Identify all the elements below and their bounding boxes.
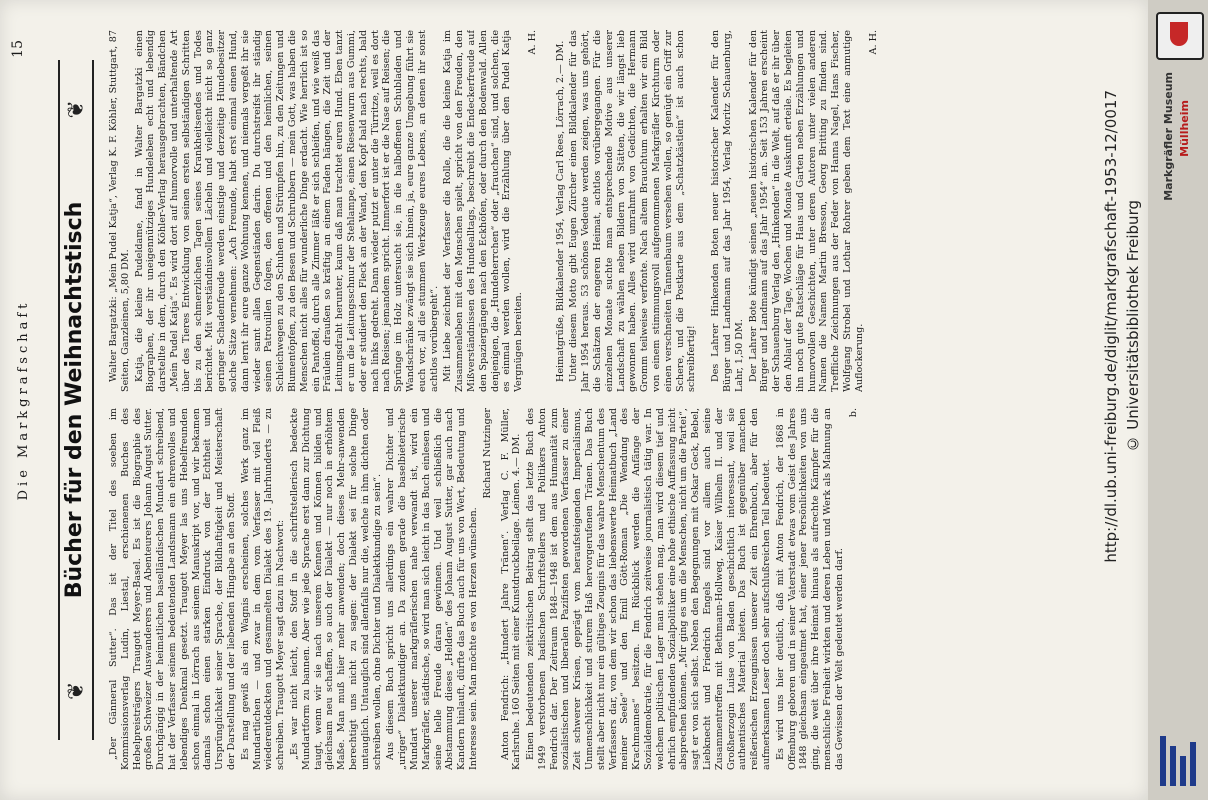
article-paragraph: Heimatgrüße, Bildkalender 1954, Verlag Carl Rees, Lörrach, 2.— DM.: [554, 40, 566, 382]
article-paragraph: Aus diesem Buch spricht uns allerdings ein wahrer Dichter und „uriger“ Dialektkundiger an. Da zudem gerade die baselbieterische Mundart unserer markgräflerischen nahe verwandt ist, wird ein Markgräfler, städtische, so wird man sich leicht in das Buch einlesen und seine helle Freude daran gewinnen. Und weil schließlich die Abstammung dieses „Helden“ des Johann August Sutter, gar auch nach Kandern hinlauft, dürfte das Buch auch für uns von Wert, Bedeutung und Interesse sein. Man möchte es von Herzen wünschen.: [385, 408, 479, 770]
shield-icon: [1170, 22, 1188, 46]
info-strip: [1148, 0, 1208, 800]
paragraph-gap: [545, 30, 555, 392]
article-paragraph: Anton Fendrich: „Hundert Jahre Tränen“. Verlag C. F. Müller, Karlsruhe. 160 Seiten mit einer Kunstdruckbeilage. Leinen. 4.— DM.: [499, 408, 523, 770]
article-column-right: [108, 30, 1128, 392]
leaf-ornament-icon: ❦: [64, 681, 89, 700]
article-paragraph: Einen bedeutenden zeitkritischen Beitrag stellt das letzte Buch des 1949 verstorbenen badischen Schriftstellers und Politikers Anton Fendrich dar. Der Zeitraum 1848—1948 ist dem aus Humanität zum sozialistischen und liberalen Pazifisten gewordenen Verfasser zu einer Zeit schwerer Krisen, geprägt vom heraufsteigenden Imperialismus, Unmenschlichkeit und sturem Haß hervorgerufenen Tränen. Das Buch stellt aber nicht nur ein gültiges Zeugnis für das wahre Menschentum des Verfassers dar, von dem wir schon das liebenswerte Heimatbuch „Land meiner Seele“ und den Emil Gött-Roman „Die Wendung des Krachmannes“ besitzen. Im Rückblick werden die Anfänge der Sozialdemokratie, für die Fendrich zeitweise journalistisch tätig war. In welchem politischen Lager man stehen mag, man wird diesem tief und ehrlich empfindenden Sozialpolitiker eine hohe ethische Auffassung nicht absprechen können. „Mir ging es um die Menschen, nicht um die Partei“, sagt er von sich selbst. Neben den Begegnungen mit Oskar Geck, Bebel, Liebknecht und Friedrich Engels sind vor allem auch seine Zusammentreffen mit Bethmann-Hollweg, Kaiser Wilhelm II. und der Großherzogin Luise von Baden geschichtlich interessant, weil sie authentisches Material bieten. Das Buch ist gegenüber manchen reißerischen Erzeugnissen unserer Zeit ein Ehrenbuch, aber für den aufmerksamen Leser doch sehr aufschlußreichen Teil bedeutet.: [525, 408, 773, 770]
section-title-row: [58, 60, 94, 740]
title-rule-bottom: [92, 60, 94, 740]
article-paragraph: Katja, die kleine Pudeldame, fand in Walter Bargatzki einen Biographen, der ihr uneigennütziges Hundeleben echt und lebendig darstellte in dem, durch den Köhler-Verlag herausgebrachten, Bändchen „Mein Pudel Katja“. Es wird dort auf humorvolle und unterhaltende Art über des Tieres Entwicklung von seinen ersten selbständigen Schritten bis zu den schmerzlichen Tagen seines Krankheitsendes und Todes berichtet. Mit verständnisvollem Lächeln und vielleicht nicht so ganz geringer Schadenfreude werden einstige und derzeitige Hundebesitzer solche Sätze vernehmen: „Ach Freunde, habt erst einmal einen Hund, dann lernt ihr eure ganze Wohnung kennen, und niemals vergeßt ihr sie wieder samt allen Gegenständen darin. Du durchstreifst ihr ständig seinen Patrouillen folgen, den offenen und den heimlichen, seinen Schleichwegen zu den Schuhen und Strümpfen hin, zu den Zeitungen und Blumentöpfen, zu den Besen und Schrubbern — mein Gott, was haben die Menschen nicht alles für wunderliche Dinge erdacht. Wie herrlich ist so ein Pantoffel, durch alle Zimmer läßt er sich schleifen, und wie weiß das Fräulein draußen so kräftig an einem Faden hängen, die Zeit und der Leitungsdraht herunter, kaum daß man trachtet euren Hund. Eben tanzt er um die Leitungsschnur der Stehlampe, einen Riesenwurm aus Gummi, oder er studiert den Fleck an der Wand, den Kopf bald nach rechts, bald nach links gedreht. Dann wieder putzt er unter die Türritze, weil es dort nach Reisen; jemandem spricht. Immerfort ist er die Nase auf Reisen; die Sprünge im Holz untersucht sie, in die halboffenen Schubladen und Wandschränke zwängt sie sich hinein, ja, eure ganze Umgebung führt sie euch vor, all die stummen Werkzeuge eures Lebens, an denen ihr sonst achtlos vorübergeht“.: [133, 30, 440, 392]
article-paragraph: Mit Liebe zeichnet der Verfasser die Rolle, die die kleine Katja im Zusammenleben mit den Menschen spielt, spricht von den Freuden, den Mißverständnissen des Hundealltags, beschreibt die Endeckerfreude auf den Spaziergängen nach den Eckhöfen, oder durch den Bodenwald. Allen denjenigen, die „Hundeherrchen“ oder „frauchen“ sind, und solchen, die es einmal werden wollen, wird die Erzählung über den Pudel Katja Vergnügen bereiten.: [442, 30, 525, 392]
article-signature: A. H.: [526, 30, 538, 55]
running-head: Die Markgrafschaft: [16, 299, 31, 501]
museum-name: Markgräfler Museum: [1162, 72, 1175, 201]
museum-city: Müllheim: [1178, 100, 1191, 157]
article-paragraph: „Es war nicht leicht, den Stoff in die schriftstellerisch bedeckte Mundartform zu bannen. Aber wie jede Sprache erst dann zur Dichtung taugt, wenn wir sie nach unserem Kennen und Können bilden und gleichsam neu schaffen, so auch der Dialekt — nur noch in erhöhtem Maße. Man muß hier mehr anwenden; doch dieses Mehr-anwenden berechtigt uns nicht zu sagen: der Dialekt sei für solche Dinge untauglich. Untauglich sind allenfalls nur die, welche in ihm dichten oder schreiben wollen, ohne Dichter und Dialektkundige zu sein“.: [288, 408, 383, 770]
article-column-left: [108, 408, 1128, 770]
article-paragraph: Es wird uns hier deutlich, daß mit Anton Fendrich, der 1868 in Offenburg geboren und in seiner Vaterstadt etwas vom Geist des Jahres 1848 gleichsam eingeatmet hat, einer jener Persönlichkeiten von uns ging, die weit über ihre Heimat hinaus als aufrechte Kämpfer für die menschliche Freiheit wirkten und deren Leben und Werk als Mahnung an das Gewissen der Welt gedeutet werden darf.: [774, 408, 845, 770]
article-paragraph: „Der Gänneral Sutter“. Das ist der Titel des soeben im Kommissionsverlag Ludin, Liestal, erschienenen Buches des Hebelpreisträgers Traugott Meyer-Basel. Es ist die Biographie des großen Schweizer Auswanderers und Abenteurers Johann August Sutter. Durchgängig in der heimatlichen baselländischen Mundart schreibend, hat der Verfasser seinem bedeutenden Landsmann ein ehrenvolles und lebendiges Denkmal gesetzt. Traugott Meyer las uns Hebelfreunden schon einmal in Lörrach aus seinem Manuskript vor, und wir bekamen damals schon einen starken Eindruck von der Echtheit und Ursprünglichkeit seiner Sprache, der Bildhaftigkeit und Meisterschaft der Darstellung und der liebenden Hingabe an den Stoff.: [108, 408, 237, 770]
article-paragraph: Der Lahrer Bote kündigt seinen „neuen historischen Kalender für den Bürger und Landmann auf das Jahr 1954“ an. Seit 153 Jahren erscheint der Schauenburg Verlag den „Hinkenden“ in die Welt, auf daß er ihr über den Ablauf der Tage, Wochen und Monate Auskunft erteile. Es begleiten ihn noch gute Ratschläge für Haus und Garten neben Erzählungen und humorvollen Geschichten, unter deren Autoren unter vielen anderen Namen die Namen Martin Bresson, Georg Britting zu finden sind. Treffliche Zeichnungen aus der Feder von Hanna Nagel, Hans Fischer, Wolfgang Strobel und Lothar Rohrer geben dem Text eine anmutige Auflockerung.: [747, 30, 865, 392]
permalink[interactable]: [1102, 90, 1122, 790]
article-paragraph: Es mag gewiß als ein Wagnis erscheinen, solches Werk ganz im Mundartlichen — und zwar in dem vom Verfasser mit viel Fleiß wiederentdeckten und gesammelten Dialekt des 19. Jahrhunderts — zu schreiben. Traugott Meyer sagt dazu im Nachwort:: [239, 408, 287, 770]
museum-logo: [1156, 12, 1204, 60]
article-signature: b.: [847, 408, 859, 418]
leaf-ornament-icon: ❦: [64, 100, 89, 119]
page-number: 15: [10, 40, 26, 58]
article-signature: A. H.: [867, 30, 879, 55]
article-paragraph: Walter Bargatzki: „Mein Pudel Katja“, Verlag K. F. Köhler, Stuttgart, 87 Seiten, Ganzleinen, 5,80 DM.: [108, 30, 131, 392]
copyright-text: © Universitätsbibliothek Freiburg: [1124, 200, 1142, 453]
article-signature: Richard Nutzinger: [481, 408, 493, 499]
article-paragraph: Des Lahrer Hinkenden Boten neuer historischer Kalender für den Bürger und Landmann auf das Jahr 1954, Verlag Moritz Schauenburg, Lahr, 1,50 DM.: [710, 30, 745, 392]
library-logo-icon: [1158, 736, 1198, 786]
paragraph-gap: [700, 30, 710, 392]
article-columns: [108, 30, 1128, 770]
copyright-notice: [1124, 200, 1144, 800]
article-paragraph: Unter diesem Motto gibt Eugen Zürcher einen Bildkalender für das Jahr 1954 heraus. 53 schönes Vedeute werden zeigen, was uns gehört, die Schätzen der engeren Heimat, achtlos vorübergegangen. Für die einzelnen Monate suchte man entsprechende Motive aus unserer Landschaft zu wählen neben Bildern von Stätten, die wir längst lieb gewonnen haben. Alles wird umrahmt von Gedichten, die Hermann Gromm teilweise verfonte. Nach altem Brauchtum erhalten wir ein Bild von einem stimmungsvoll aufgenommenen Markgräfler Kirchturm oder einen verschneiten Tannenbaum versehen wollen, so genügt ein Griff zur Schere, und die Postkarte aus dem „Schatzkästlein“ ist auch schon schreibfertig!: [568, 30, 698, 392]
permalink-text[interactable]: http://dl.ub.uni-freiburg.de/diglit/markgrafschaft-1953-12/0017: [1102, 90, 1120, 563]
title-rule-top: [58, 60, 60, 740]
section-title: Bücher für den Weihnachtstisch: [62, 201, 87, 599]
